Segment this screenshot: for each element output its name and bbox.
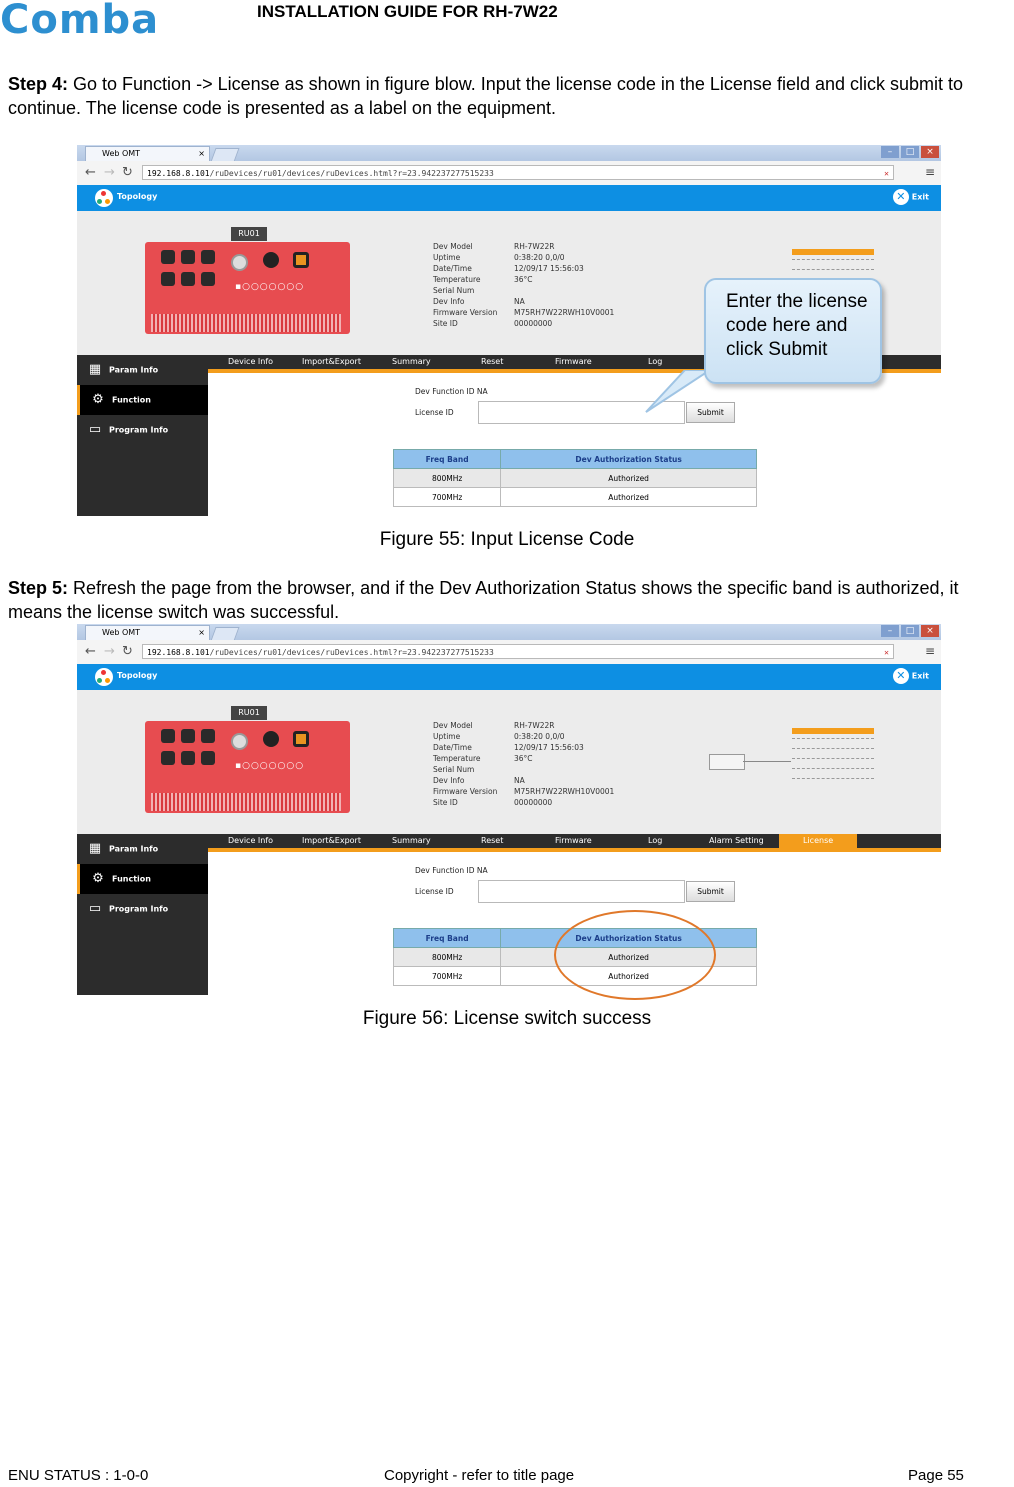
minimize-icon[interactable]: – [881,146,899,158]
info-label: Uptime [433,253,461,262]
gear-icon: ⚙ [92,871,104,886]
topology-link[interactable]: Topology [117,192,158,201]
info-value: 0:38:20 0,0/0 [514,732,565,741]
tab-close-icon[interactable]: × [198,628,205,637]
window-icon: ▭ [88,901,102,916]
info-value: NA [514,297,525,306]
info-label: Dev Model [433,242,473,251]
topology-node [709,754,745,770]
info-label: Temperature [433,275,481,284]
license-id-label: License ID [415,408,454,417]
stop-icon[interactable]: ✕ [884,648,889,657]
info-value: 12/09/17 15:56:03 [514,743,584,752]
device-info-values [514,241,614,329]
tab-summary[interactable]: Summary [392,357,431,366]
step5-paragraph [8,576,1013,624]
step4-paragraph [8,72,1013,120]
device-label: RU01 [231,706,267,720]
footer-status: ENU STATUS : 1-0-0 [8,1467,149,1484]
device-info-labels [433,241,497,329]
close-icon[interactable]: × [921,625,939,637]
topology-icon[interactable] [95,668,113,686]
menu-icon[interactable]: ≡ [924,165,935,179]
exit-button[interactable] [893,189,929,205]
info-value [514,764,614,775]
sidebar-item-param-info[interactable] [77,355,208,385]
info-label: Dev Info [433,297,465,306]
tab-import-export[interactable]: Import&Export [302,836,361,845]
table-header: Freq Band [394,929,501,948]
window-icon: ▭ [88,422,102,437]
footer-copyright: Copyright - refer to title page [384,1467,575,1484]
window-controls [879,146,939,158]
info-value: M75RH7W22RWH10V0001 [514,308,615,317]
callout-bubble: Enter the license code here and click Submit [704,278,882,384]
topology-link-line [743,761,791,762]
step4-text: Go to Function -> License as shown in figure blow. Input the license code in the License field and click submit to continue. The license code is presented as a label on the equipment. [8,74,964,118]
info-label: Date/Time [433,264,472,273]
maximize-icon[interactable]: □ [901,146,919,158]
info-value: M75RH7W22RWH10V0001 [514,787,615,796]
footer-page-number: Page 55 [908,1467,964,1484]
device-image: ▪○○○○○○○ [145,242,350,334]
sidebar-item-program-info[interactable] [77,894,208,924]
sidebar-item-label: Function [112,395,151,405]
table-cell: Authorized [501,469,757,488]
browser-tab[interactable] [85,625,210,640]
maximize-icon[interactable]: □ [901,625,919,637]
sidebar-item-label: Program Info [109,425,169,435]
exit-icon: ✕ [893,189,909,205]
url-host: 192.168.8.101 [147,648,210,657]
info-value [514,285,614,296]
info-value: 00000000 [514,319,553,328]
function-tabs [208,834,941,852]
tab-import-export[interactable]: Import&Export [302,357,361,366]
info-value: 36°C [514,754,533,763]
tab-alarm-setting[interactable]: Alarm Setting [709,836,764,845]
license-id-input[interactable] [478,880,685,903]
table-cell: Authorized [501,488,757,507]
info-value: 12/09/17 15:56:03 [514,264,584,273]
device-label: RU01 [231,227,267,241]
tab-log[interactable]: Log [648,836,663,845]
url-host: 192.168.8.101 [147,169,210,178]
sidebar-item-label: Param Info [109,365,159,375]
status-leds [792,728,874,788]
address-bar [77,161,941,186]
url-path: /ruDevices/ru01/devices/ruDevices.html?r=23.942237277515233 [209,648,494,657]
exit-icon: ✕ [893,668,909,684]
document-title: INSTALLATION GUIDE FOR RH-7W22 [257,2,558,21]
url-path: /ruDevices/ru01/devices/ruDevices.html?r=23.942237277515233 [209,169,494,178]
info-label: Site ID [433,319,458,328]
table-header: Freq Band [394,450,501,469]
info-value: NA [514,776,525,785]
dev-function-id: Dev Function ID NA [415,387,488,396]
info-label: Uptime [433,732,461,741]
table-row [394,469,757,488]
submit-button[interactable]: Submit [686,402,735,423]
info-value: 36°C [514,275,533,284]
sidebar-item-label: Program Info [109,904,169,914]
stop-icon[interactable]: ✕ [884,169,889,178]
screenshot-license-success [77,624,941,995]
sidebar [77,355,208,516]
gear-icon: ⚙ [92,392,104,407]
info-label: Site ID [433,798,458,807]
info-label: Firmware Version [433,308,498,317]
info-value: 0:38:20 0,0/0 [514,253,565,262]
figure-56-caption: Figure 56: License switch success [362,1008,652,1029]
browser-tabbar [77,624,941,640]
sidebar-item-label: Function [112,874,151,884]
sidebar-item-function[interactable] [77,864,211,894]
info-label: Serial Num [433,286,475,295]
authorization-table [393,449,757,507]
new-tab-button[interactable] [210,148,239,162]
new-tab-button[interactable] [210,627,239,641]
comba-logo: Comba [0,0,160,43]
info-label: Serial Num [433,765,475,774]
device-info-values [514,720,614,808]
table-cell: Authorized [501,967,757,986]
table-header: Dev Authorization Status [501,450,757,469]
highlight-ellipse [554,910,716,1000]
browser-tab[interactable] [85,146,210,161]
exit-label: Exit [911,192,929,202]
forward-icon[interactable]: → [104,165,115,180]
sidebar-item-program-info[interactable] [77,415,208,445]
grid-icon: ▦ [88,841,102,856]
figure-55-caption: Figure 55: Input License Code [379,529,635,550]
forward-icon[interactable]: → [104,644,115,659]
browser-tabbar [77,145,941,161]
info-label: Dev Info [433,776,465,785]
tab-reset[interactable]: Reset [481,836,504,845]
info-label: Date/Time [433,743,472,752]
dev-function-id: Dev Function ID NA [415,866,488,875]
window-controls [879,625,939,637]
browser-tab-title: Web OMT [102,149,141,158]
license-id-label: License ID [415,887,454,896]
tab-device-info[interactable]: Device Info [228,836,274,845]
table-row [394,488,757,507]
sidebar-item-function[interactable] [77,385,211,415]
tab-license[interactable]: License [779,834,857,848]
address-bar [77,640,941,665]
table-header: Dev Authorization Status [501,929,757,948]
back-icon[interactable]: ← [85,165,96,180]
tab-firmware[interactable]: Firmware [555,357,592,366]
reload-icon[interactable]: ↻ [122,644,133,659]
table-cell: 700MHz [394,967,501,986]
topology-link[interactable]: Topology [117,671,158,680]
tab-close-icon[interactable]: × [198,149,205,158]
info-label: Dev Model [433,721,473,730]
tab-device-info[interactable]: Device Info [228,357,274,366]
info-value: 00000000 [514,798,553,807]
info-label: Temperature [433,754,481,763]
tab-reset[interactable]: Reset [481,357,504,366]
tab-firmware[interactable]: Firmware [555,836,592,845]
close-icon[interactable]: × [921,146,939,158]
exit-label: Exit [911,671,929,681]
info-label: Firmware Version [433,787,498,796]
reload-icon[interactable]: ↻ [122,165,133,180]
table-cell: 800MHz [394,469,501,488]
grid-icon: ▦ [88,362,102,377]
license-panel [208,373,941,516]
sidebar-item-label: Param Info [109,844,159,854]
step5-text: Refresh the page from the browser, and if the Dev Authorization Status shows the specific band is authorized, it means the license switch was successful. [8,578,959,622]
back-icon[interactable]: ← [85,644,96,659]
table-cell: 800MHz [394,948,501,967]
url-field[interactable] [142,644,894,659]
step4-label: Step 4: [8,74,69,94]
exit-button[interactable] [893,668,929,684]
table-cell: Authorized [501,948,757,967]
app-header [77,185,941,211]
menu-icon[interactable]: ≡ [924,644,935,658]
device-image: ▪○○○○○○○ [145,721,350,813]
info-value: RH-7W22R [514,242,555,251]
sidebar [77,834,208,995]
sidebar-item-param-info[interactable] [77,834,208,864]
tab-log[interactable]: Log [648,357,663,366]
minimize-icon[interactable]: – [881,625,899,637]
submit-button[interactable]: Submit [686,881,735,902]
info-value: RH-7W22R [514,721,555,730]
device-info-labels [433,720,497,808]
step5-label: Step 5: [8,578,69,598]
browser-tab-title: Web OMT [102,628,141,637]
table-cell: 700MHz [394,488,501,507]
url-field[interactable] [142,165,894,180]
topology-icon[interactable] [95,189,113,207]
tab-summary[interactable]: Summary [392,836,431,845]
app-header [77,664,941,690]
